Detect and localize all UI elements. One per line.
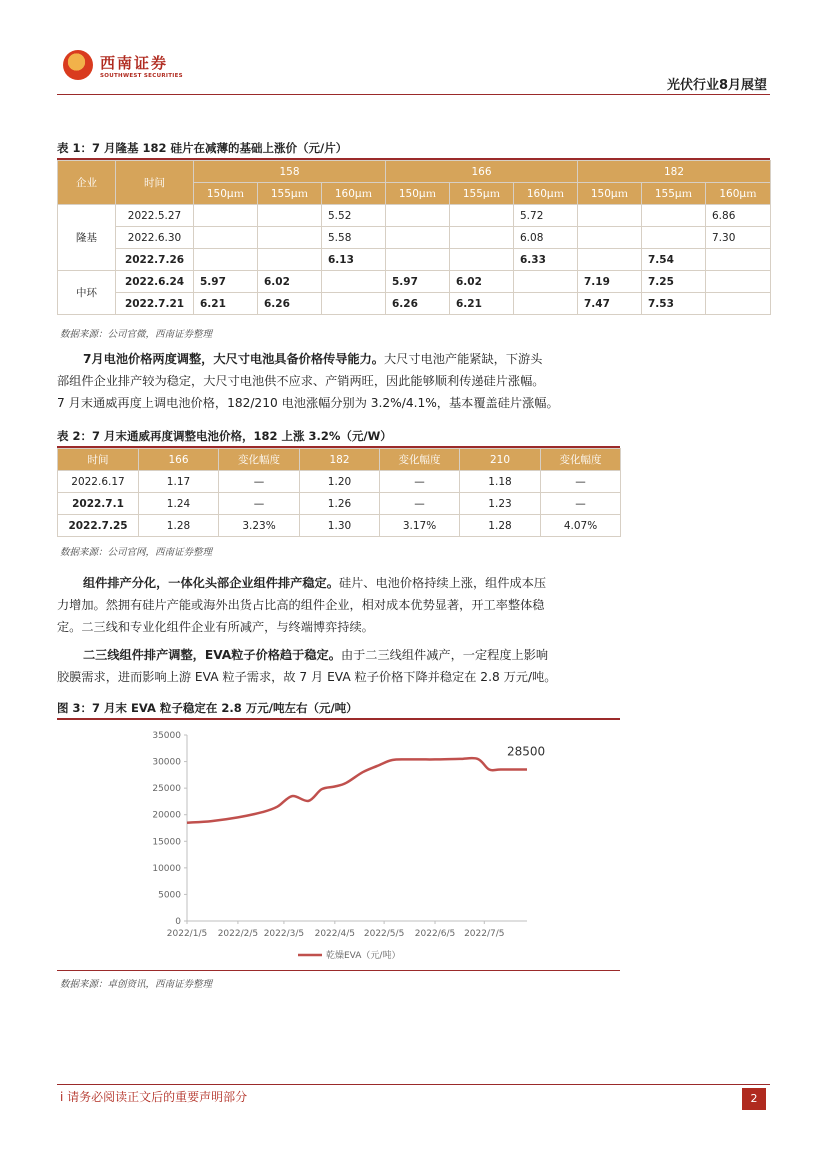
table2-cell: 2022.7.1 <box>58 493 139 515</box>
table1-date: 2022.5.27 <box>116 205 194 227</box>
x-tick-label: 2022/7/5 <box>464 929 505 939</box>
table1-subheader: 150μｍ <box>386 183 450 205</box>
paragraph-text: 硅片、电池价格持续上涨，组件成本压 <box>338 576 547 590</box>
table2-cell: 4.07% <box>541 515 621 537</box>
table1-group-header: 182 <box>578 161 771 183</box>
table2-cell: — <box>541 493 621 515</box>
table1-cell: 5.97 <box>194 271 258 293</box>
paragraph-text: 部组件企业排产较为稳定，大尺寸电池供不应求、产销两旺，因此能够顺利传递硅片涨幅。 <box>57 374 545 388</box>
x-tick-label: 2022/4/5 <box>314 929 356 939</box>
table2-cell: 1.28 <box>139 515 219 537</box>
table2-header: 166 <box>139 449 219 471</box>
y-tick-label: 10000 <box>152 863 181 874</box>
footer-divider <box>57 1084 770 1085</box>
table1-head-company: 企业 <box>58 161 116 205</box>
table2-cell: 1.26 <box>300 493 380 515</box>
paragraph-text: 大尺寸电池产能紧缺，下游头 <box>383 352 543 366</box>
table2-header: 时间 <box>58 449 139 471</box>
figure3-bottom-rule <box>57 970 620 971</box>
table1-subheader: 155μｍ <box>450 183 514 205</box>
page-number: 2 <box>742 1088 766 1110</box>
table1-company: 中环 <box>58 271 116 315</box>
table1-cell: 7.19 <box>578 271 642 293</box>
table1-cell: 5.97 <box>386 271 450 293</box>
paragraph-text: 由于二三线组件减产，一定程度上影响 <box>340 648 549 662</box>
table2-cell: 1.23 <box>460 493 541 515</box>
table1-cell: 6.02 <box>258 271 322 293</box>
paragraph-lead: 7月电池价格两度调整，大尺寸电池具备价格传导能力。 <box>83 352 384 366</box>
x-tick-label: 2022/2/5 <box>217 929 259 939</box>
table1-cell: 5.52 <box>322 205 386 227</box>
table1-subheader: 160μｍ <box>706 183 771 205</box>
table2-cell: 3.17% <box>380 515 460 537</box>
paragraph-text: 胶膜需求，进而影响上游 EVA 粒子需求，故 7 月 EVA 粒子价格下降并稳定在 2.8 万元/吨。 <box>57 670 557 684</box>
table2-cell: — <box>541 471 621 493</box>
y-tick-label: 5000 <box>158 890 181 901</box>
table1-cell: 5.58 <box>322 227 386 249</box>
table2-header: 182 <box>300 449 380 471</box>
paragraph-text: 7 月末通威再度上调电池价格，182/210 电池涨幅分别为 3.2%/4.1%，基本覆盖硅片涨幅。 <box>57 396 559 410</box>
table1-cell: 7.53 <box>642 293 706 315</box>
table2-cell: 2022.7.25 <box>58 515 139 537</box>
table1-subheader: 160μｍ <box>322 183 386 205</box>
x-tick-label: 2022/5/5 <box>363 929 405 939</box>
y-tick-label: 0 <box>175 917 181 927</box>
table1-head-time: 时间 <box>116 161 194 205</box>
y-tick-label: 30000 <box>152 757 181 768</box>
logo-subtext: SOUTHWEST SECURITIES <box>100 73 183 79</box>
table1-cell: 6.26 <box>258 293 322 315</box>
table2-caption: 表 2：7 月末通威再度调整电池价格，182 上涨 3.2%（元/W） <box>57 429 392 443</box>
legend-label: 乾燥EVA（元/吨） <box>326 951 401 961</box>
table1-date: 2022.6.24 <box>116 271 194 293</box>
table2-cell: 1.18 <box>460 471 541 493</box>
table2-cell: 3.23% <box>219 515 300 537</box>
table2-cell: 1.24 <box>139 493 219 515</box>
paragraph-lead: 组件排产分化，一体化头部企业组件排产稳定。 <box>83 576 339 590</box>
y-tick-label: 15000 <box>152 837 181 848</box>
table2-cell: — <box>380 493 460 515</box>
table1-date: 2022.7.26 <box>116 249 194 271</box>
x-tick-label: 2022/1/5 <box>166 929 208 939</box>
table1-subheader: 155μｍ <box>258 183 322 205</box>
table1-company: 隆基 <box>58 205 116 271</box>
table2-header: 变化幅度 <box>380 449 460 471</box>
table1-date: 2022.7.21 <box>116 293 194 315</box>
table2-cell: 2022.6.17 <box>58 471 139 493</box>
table1-group-header: 158 <box>194 161 386 183</box>
table1-group-header: 166 <box>386 161 578 183</box>
table2-cell: 1.20 <box>300 471 380 493</box>
table2-cell: — <box>219 471 300 493</box>
figure3-caption: 图 3：7 月末 EVA 粒子稳定在 2.8 万元/吨左右（元/吨） <box>57 701 358 715</box>
last-value-label: 28500 <box>507 744 546 759</box>
table1-subheader: 160μｍ <box>514 183 578 205</box>
table1-caption: 表 1：7 月隆基 182 硅片在减薄的基础上涨价（元/片） <box>57 141 348 155</box>
y-tick-label: 25000 <box>152 784 181 795</box>
table1-cell: 6.13 <box>322 249 386 271</box>
table1-cell: 6.86 <box>706 205 771 227</box>
table1-subheader: 155μｍ <box>642 183 706 205</box>
table1-subheader: 150μｍ <box>194 183 258 205</box>
table1-cell: 7.54 <box>642 249 706 271</box>
y-tick-label: 20000 <box>152 810 181 821</box>
paragraph-lead: 二三线组件排产调整，EVA粒子价格趋于稳定。 <box>83 648 341 662</box>
paragraph-text: 定。二三线和专业化组件企业有所减产，与终端博弈持续。 <box>57 620 374 634</box>
table1-cell: 5.72 <box>514 205 578 227</box>
table2-cell: — <box>380 471 460 493</box>
report-title: 光伏行业8月展望 <box>666 78 767 93</box>
table1-subheader: 150μｍ <box>578 183 642 205</box>
table1-cell: 6.21 <box>450 293 514 315</box>
table1-cell: 7.30 <box>706 227 771 249</box>
table2-source: 数据来源：公司官网，西南证券整理 <box>60 547 213 558</box>
table2-cell: 1.30 <box>300 515 380 537</box>
table2-cell: — <box>219 493 300 515</box>
table1-cell: 6.26 <box>386 293 450 315</box>
table2-header: 变化幅度 <box>219 449 300 471</box>
y-tick-label: 35000 <box>152 731 181 741</box>
table2-cell: 1.28 <box>460 515 541 537</box>
table1-date: 2022.6.30 <box>116 227 194 249</box>
table1-cell: 6.08 <box>514 227 578 249</box>
table1-source: 数据来源：公司官微，西南证券整理 <box>60 329 213 340</box>
table2-cell: 1.17 <box>139 471 219 493</box>
logo-text: 西南证券 <box>100 54 169 72</box>
x-tick-label: 2022/3/5 <box>263 929 305 939</box>
paragraph-text: 力增加。然拥有硅片产能或海外出货占比高的组件企业，相对成本优势显著，开工率整体稳 <box>57 598 545 612</box>
figure3-source: 数据来源：卓创资讯，西南证券整理 <box>60 979 213 990</box>
x-tick-label: 2022/6/5 <box>414 929 456 939</box>
footer-marker-icon: ⅰ <box>60 1090 68 1104</box>
table1-cell: 6.33 <box>514 249 578 271</box>
table1-cell: 7.25 <box>642 271 706 293</box>
table2-header: 变化幅度 <box>541 449 621 471</box>
table1-cell: 6.21 <box>194 293 258 315</box>
footer-disclaimer <box>60 1088 247 1105</box>
eva-price-line <box>187 758 527 823</box>
table2-header: 210 <box>460 449 541 471</box>
table1-cell: 6.02 <box>450 271 514 293</box>
table1-cell: 7.47 <box>578 293 642 315</box>
footer-disclaimer-text: 请务必阅读正文后的重要声明部分 <box>67 1090 248 1104</box>
